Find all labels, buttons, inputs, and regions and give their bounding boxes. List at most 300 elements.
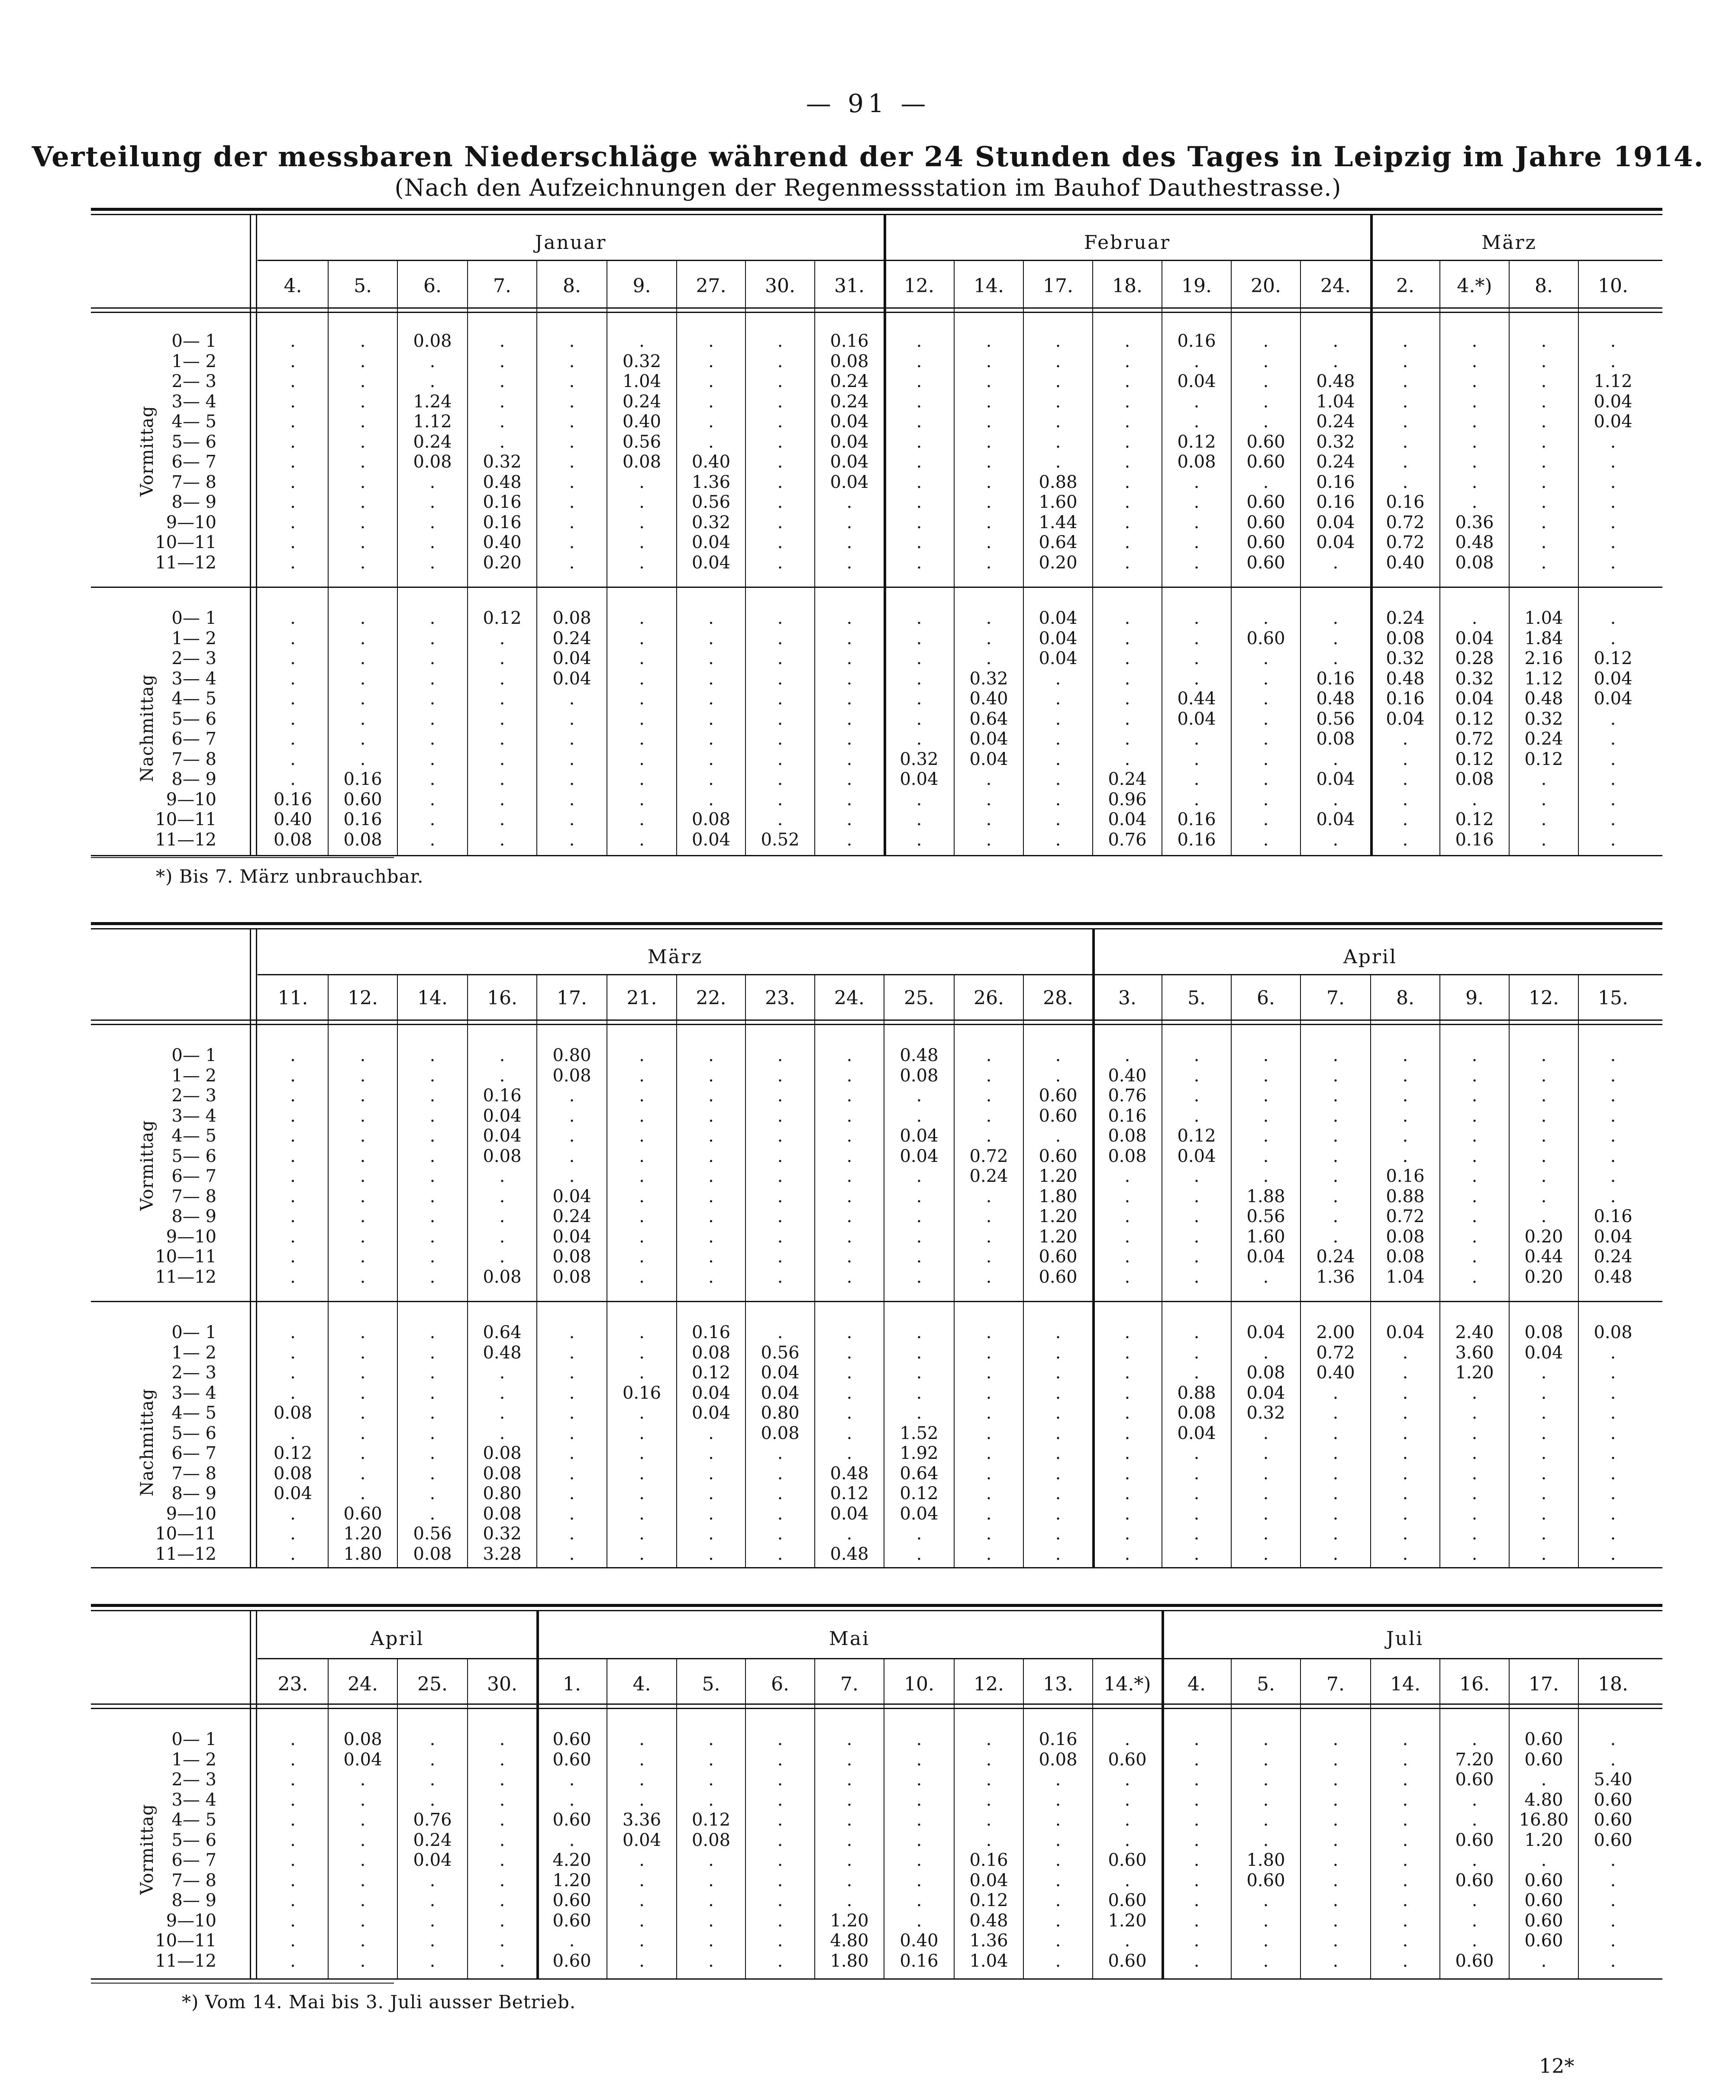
data-cell: 1.04 <box>622 371 661 391</box>
data-cell: . <box>639 1524 645 1544</box>
day-header: 6. <box>423 275 442 297</box>
data-cell: . <box>1471 351 1478 371</box>
data-cell: . <box>1194 1770 1200 1790</box>
data-cell: . <box>1055 789 1061 810</box>
data-cell: . <box>777 1206 783 1226</box>
data-cell: . <box>916 1870 922 1890</box>
data-cell: . <box>1194 1166 1200 1186</box>
data-cell: 0.60 <box>1455 1770 1494 1790</box>
data-cell: . <box>1402 769 1408 789</box>
data-cell: . <box>986 1443 992 1463</box>
data-cell: . <box>777 648 783 668</box>
hour-label: 0— 1 <box>171 1323 216 1342</box>
data-cell: . <box>708 648 714 668</box>
month-header: Januar <box>535 232 607 254</box>
data-cell: . <box>1333 1810 1339 1830</box>
day-header: 14. <box>974 275 1004 297</box>
data-cell: 0.64 <box>483 1323 522 1342</box>
data-cell: 0.04 <box>483 1126 522 1146</box>
data-cell: 0.56 <box>1316 709 1355 729</box>
section-label: Vormittag <box>137 406 157 497</box>
data-cell: . <box>1402 1729 1408 1749</box>
data-cell: 1.84 <box>1524 628 1563 648</box>
data-cell: . <box>1610 829 1616 850</box>
data-cell: . <box>1471 1086 1478 1106</box>
data-cell: . <box>429 472 436 492</box>
data-cell: . <box>846 789 852 810</box>
data-cell: . <box>569 331 575 351</box>
data-cell: 0.04 <box>1246 1323 1285 1342</box>
data-cell: . <box>429 769 436 789</box>
data-cell: . <box>1541 789 1547 810</box>
data-cell: . <box>569 1790 575 1810</box>
data-cell: 0.04 <box>343 1749 382 1770</box>
data-cell: 0.04 <box>1246 1383 1285 1403</box>
data-cell: . <box>1471 1383 1478 1403</box>
data-cell: 0.16 <box>1177 829 1216 850</box>
data-cell: . <box>916 1729 922 1749</box>
data-cell: . <box>916 1890 922 1910</box>
data-cell: . <box>499 1951 505 1971</box>
data-cell: . <box>569 452 575 472</box>
data-cell: . <box>1263 709 1269 729</box>
day-header: 9. <box>632 275 651 297</box>
data-cell: . <box>1194 412 1200 432</box>
data-cell: 4.80 <box>1524 1790 1563 1810</box>
day-header: 6. <box>771 1673 789 1695</box>
data-cell: . <box>1471 1206 1478 1226</box>
data-cell: 0.04 <box>552 648 591 668</box>
hour-label: 0— 1 <box>171 1045 216 1065</box>
data-cell: . <box>1610 1524 1616 1544</box>
data-cell: . <box>1541 1524 1547 1544</box>
data-cell: 1.20 <box>1455 1363 1494 1383</box>
data-cell: . <box>290 648 296 668</box>
data-cell: . <box>777 371 783 391</box>
data-cell: . <box>1194 608 1200 628</box>
data-cell: . <box>1610 1749 1616 1770</box>
data-cell: 0.60 <box>1594 1830 1633 1850</box>
data-cell: . <box>1055 709 1061 729</box>
data-cell: . <box>639 1247 645 1267</box>
data-cell: . <box>708 1106 714 1126</box>
data-cell: . <box>360 1770 366 1790</box>
data-cell: . <box>1541 512 1547 532</box>
hour-label: 9—10 <box>166 1503 216 1524</box>
data-cell: . <box>916 1749 922 1770</box>
data-cell: . <box>569 1503 575 1524</box>
hour-label: 11—12 <box>155 1951 216 1971</box>
data-cell: . <box>360 1045 366 1065</box>
data-cell: . <box>1124 472 1130 492</box>
data-cell: . <box>846 1443 852 1463</box>
data-cell: . <box>777 1146 783 1166</box>
data-cell: . <box>499 709 505 729</box>
data-cell: . <box>986 1383 992 1403</box>
data-cell: . <box>1610 1166 1616 1186</box>
data-cell: . <box>986 1226 992 1247</box>
data-cell: . <box>499 1423 505 1443</box>
data-cell: . <box>1610 1342 1616 1363</box>
day-header: 5. <box>354 275 372 297</box>
data-cell: . <box>1124 628 1130 648</box>
data-cell: . <box>1124 1363 1130 1383</box>
data-cell: . <box>1610 1890 1616 1910</box>
section-label: Vormittag <box>137 1804 157 1895</box>
data-cell: 0.08 <box>273 1403 313 1423</box>
table-left-rule <box>250 215 251 855</box>
header-bottom-rule <box>91 1703 1662 1705</box>
data-cell: . <box>846 1749 852 1770</box>
data-cell: . <box>290 608 296 628</box>
data-cell: . <box>360 1830 366 1850</box>
data-cell: 0.12 <box>1455 749 1494 769</box>
data-cell: . <box>1263 1423 1269 1443</box>
data-cell: 0.32 <box>1246 1403 1285 1423</box>
data-cell: . <box>1402 749 1408 769</box>
data-cell: . <box>290 1226 296 1247</box>
data-cell: . <box>290 628 296 648</box>
data-cell: 0.64 <box>969 709 1008 729</box>
data-cell: . <box>777 668 783 689</box>
data-cell: 0.04 <box>969 749 1008 769</box>
data-cell: . <box>569 1830 575 1850</box>
data-cell: . <box>569 492 575 512</box>
hour-label: 8— 9 <box>171 769 216 789</box>
data-cell: 0.08 <box>273 829 313 850</box>
data-cell: . <box>639 1126 645 1146</box>
data-cell: . <box>360 492 366 512</box>
data-cell: . <box>1471 1544 1478 1564</box>
data-cell: . <box>639 689 645 709</box>
data-cell: . <box>429 1729 436 1749</box>
data-cell: . <box>846 1890 852 1910</box>
data-cell: 1.12 <box>1594 371 1633 391</box>
day-header: 22. <box>696 987 726 1009</box>
day-header: 17. <box>557 987 587 1009</box>
data-cell: 0.52 <box>761 829 800 850</box>
hour-label: 7— 8 <box>171 749 216 769</box>
data-cell: 1.04 <box>1524 608 1563 628</box>
data-cell: . <box>777 432 783 452</box>
data-cell: 0.04 <box>552 1226 591 1247</box>
data-cell: . <box>360 1383 366 1403</box>
data-cell: . <box>1263 1086 1269 1106</box>
data-cell: 0.16 <box>1316 668 1355 689</box>
data-cell: . <box>499 1770 505 1790</box>
data-cell: 0.40 <box>273 810 313 829</box>
data-cell: . <box>569 709 575 729</box>
data-cell: . <box>1541 829 1547 850</box>
hour-label: 2— 3 <box>171 648 216 668</box>
data-cell: 0.12 <box>691 1810 731 1830</box>
data-cell: . <box>639 1910 645 1931</box>
data-cell: 1.36 <box>969 1931 1008 1951</box>
hour-label: 6— 7 <box>171 1443 216 1463</box>
data-cell: 0.60 <box>552 1890 591 1910</box>
data-cell: 0.88 <box>1177 1383 1216 1403</box>
data-cell: . <box>986 1247 992 1267</box>
data-cell: . <box>429 1383 436 1403</box>
data-cell: . <box>846 1126 852 1146</box>
data-cell: . <box>360 512 366 532</box>
data-cell: . <box>429 1267 436 1287</box>
data-cell: . <box>429 1770 436 1790</box>
table-bottom-rule <box>91 1978 1662 1980</box>
data-cell: . <box>1124 452 1130 472</box>
data-cell: . <box>1610 532 1616 552</box>
data-cell: . <box>290 1910 296 1931</box>
data-cell: . <box>360 1443 366 1463</box>
data-cell: 0.60 <box>1594 1790 1633 1810</box>
data-cell: . <box>569 789 575 810</box>
data-cell: . <box>290 1770 296 1790</box>
data-cell: . <box>777 689 783 709</box>
data-cell: . <box>1055 689 1061 709</box>
data-cell: . <box>846 1870 852 1890</box>
data-cell: . <box>1541 532 1547 552</box>
data-cell: . <box>569 1544 575 1564</box>
data-cell: . <box>916 532 922 552</box>
data-cell: . <box>1055 1363 1061 1383</box>
data-cell: . <box>360 1206 366 1226</box>
hour-label: 0— 1 <box>171 1729 216 1749</box>
data-cell: . <box>916 729 922 749</box>
hour-label: 7— 8 <box>171 1186 216 1206</box>
data-cell: . <box>290 1065 296 1086</box>
data-cell: . <box>290 1267 296 1287</box>
data-cell: . <box>569 1443 575 1463</box>
data-cell: . <box>1263 1106 1269 1126</box>
data-cell: . <box>1194 1810 1200 1830</box>
day-header: 24. <box>834 987 865 1009</box>
data-cell: . <box>1471 331 1478 351</box>
day-header: 10. <box>904 1673 934 1695</box>
data-cell: . <box>429 648 436 668</box>
data-cell: 0.96 <box>1108 789 1147 810</box>
data-cell: 0.80 <box>552 1045 591 1065</box>
data-cell: . <box>777 1463 783 1484</box>
data-cell: 0.60 <box>1039 1247 1078 1267</box>
data-cell: 0.04 <box>691 1383 731 1403</box>
data-cell: 0.72 <box>1386 532 1425 552</box>
data-cell: . <box>1263 729 1269 749</box>
data-cell: . <box>290 1850 296 1870</box>
data-cell: . <box>639 1484 645 1503</box>
data-cell: 0.16 <box>1455 829 1494 850</box>
day-header: 7. <box>1326 987 1345 1009</box>
data-cell: 1.36 <box>691 472 731 492</box>
data-cell: . <box>1333 1443 1339 1463</box>
data-cell: . <box>1402 789 1408 810</box>
data-cell: . <box>777 810 783 829</box>
data-cell: . <box>499 1790 505 1810</box>
page-number: — 91 — <box>806 89 930 118</box>
data-cell: . <box>499 749 505 769</box>
data-cell: . <box>916 789 922 810</box>
data-cell: 0.08 <box>691 1830 731 1850</box>
data-cell: . <box>1402 1810 1408 1830</box>
data-cell: 0.60 <box>1524 1890 1563 1910</box>
data-cell: . <box>916 452 922 472</box>
data-cell: 0.60 <box>1108 1890 1147 1910</box>
data-cell: . <box>360 432 366 452</box>
data-cell: 0.08 <box>273 1463 313 1484</box>
data-cell: . <box>639 492 645 512</box>
data-cell: . <box>429 1045 436 1065</box>
data-cell: . <box>1402 1383 1408 1403</box>
data-cell: 0.04 <box>1524 1342 1563 1363</box>
hour-label: 10—11 <box>155 532 216 552</box>
day-header: 10. <box>1598 275 1628 297</box>
data-cell: . <box>639 1363 645 1383</box>
data-cell: . <box>1124 1247 1130 1267</box>
hour-label: 9—10 <box>166 1910 216 1931</box>
data-cell: . <box>986 1267 992 1287</box>
data-cell: 0.36 <box>1455 512 1494 532</box>
data-cell: . <box>1194 512 1200 532</box>
data-cell: . <box>708 1503 714 1524</box>
data-cell: 0.16 <box>622 1383 661 1403</box>
hour-label: 2— 3 <box>171 371 216 391</box>
data-cell: . <box>499 1910 505 1931</box>
footnote: *) Vom 14. Mai bis 3. Juli ausser Betrieb. <box>182 1991 576 2013</box>
data-cell: . <box>986 1126 992 1146</box>
data-cell: . <box>916 351 922 371</box>
data-cell: 0.08 <box>1039 1749 1078 1770</box>
data-cell: 0.04 <box>413 1850 452 1870</box>
data-cell: . <box>1124 1524 1130 1544</box>
data-cell: . <box>986 1503 992 1524</box>
data-cell: . <box>569 552 575 573</box>
data-cell: . <box>1610 1126 1616 1146</box>
data-cell: . <box>1263 1749 1269 1770</box>
data-cell: . <box>986 412 992 432</box>
data-cell: . <box>1333 1065 1339 1086</box>
data-cell: 0.04 <box>691 829 731 850</box>
day-header: 20. <box>1251 275 1281 297</box>
data-cell: . <box>1124 532 1130 552</box>
data-cell: . <box>846 628 852 648</box>
data-cell: . <box>986 648 992 668</box>
data-cell: . <box>777 492 783 512</box>
data-cell: . <box>1471 1106 1478 1126</box>
data-cell: 0.04 <box>1039 628 1078 648</box>
data-cell: . <box>569 1086 575 1106</box>
data-cell: 0.48 <box>969 1910 1008 1931</box>
data-cell: . <box>290 1342 296 1363</box>
data-cell: 0.32 <box>1386 648 1425 668</box>
data-cell: . <box>1610 552 1616 573</box>
data-cell: 0.48 <box>483 472 522 492</box>
data-cell: . <box>1610 1850 1616 1870</box>
data-cell: . <box>1471 1186 1478 1206</box>
data-cell: . <box>1124 1383 1130 1403</box>
data-cell: . <box>1194 492 1200 512</box>
data-cell: . <box>1402 729 1408 749</box>
data-cell: . <box>986 769 992 789</box>
day-header: 18. <box>1112 275 1142 297</box>
data-cell: . <box>360 1086 366 1106</box>
data-cell: . <box>1333 829 1339 850</box>
day-header: 3. <box>1118 987 1136 1009</box>
data-cell: 0.08 <box>691 810 731 829</box>
data-cell: . <box>1541 1463 1547 1484</box>
data-cell: . <box>986 472 992 492</box>
data-cell: 0.04 <box>830 1503 869 1524</box>
data-cell: . <box>1402 371 1408 391</box>
data-cell: . <box>290 1166 296 1186</box>
data-cell: . <box>1610 709 1616 729</box>
day-header: 14.*) <box>1104 1673 1151 1695</box>
data-cell: . <box>846 608 852 628</box>
data-cell: . <box>1541 552 1547 573</box>
data-cell: . <box>1194 668 1200 689</box>
data-cell: . <box>916 1383 922 1403</box>
data-cell: . <box>846 1045 852 1065</box>
data-cell: 0.12 <box>1594 648 1633 668</box>
data-cell: . <box>1124 1503 1130 1524</box>
data-cell: . <box>777 789 783 810</box>
data-cell: . <box>360 1363 366 1383</box>
data-cell: . <box>1541 810 1547 829</box>
data-cell: . <box>1402 1890 1408 1910</box>
data-cell: 0.04 <box>830 432 869 452</box>
data-cell: . <box>1124 1403 1130 1423</box>
data-cell: . <box>1402 1544 1408 1564</box>
data-cell: . <box>916 1206 922 1226</box>
data-cell: 1.20 <box>1108 1910 1147 1931</box>
data-cell: . <box>1124 1166 1130 1186</box>
data-cell: . <box>708 749 714 769</box>
data-cell: 0.60 <box>1039 1106 1078 1126</box>
data-cell: . <box>1263 1267 1269 1287</box>
data-cell: . <box>1333 331 1339 351</box>
data-cell: . <box>639 1186 645 1206</box>
data-cell: . <box>708 709 714 729</box>
section-label: Nachmittag <box>137 1388 157 1497</box>
data-cell: . <box>916 371 922 391</box>
data-cell: 0.04 <box>1455 628 1494 648</box>
data-cell: . <box>708 1065 714 1086</box>
data-cell: . <box>290 1323 296 1342</box>
data-cell: . <box>846 810 852 829</box>
page-title: Verteilung der messbaren Niederschläge während der 24 Stunden des Tages in Leipzig im Jahre 1914. <box>32 141 1704 173</box>
data-cell: . <box>1124 1267 1130 1287</box>
data-cell: . <box>1055 810 1061 829</box>
table-bottom-rule <box>91 1567 1662 1568</box>
data-cell: 0.72 <box>969 1146 1008 1166</box>
data-cell: . <box>1402 1524 1408 1544</box>
data-cell: . <box>986 452 992 472</box>
data-cell: 0.16 <box>273 789 313 810</box>
data-cell: . <box>429 1890 436 1910</box>
data-cell: . <box>360 1267 366 1287</box>
data-cell: 0.04 <box>900 1126 939 1146</box>
data-cell: . <box>1263 1810 1269 1830</box>
data-cell: . <box>1333 1106 1339 1126</box>
data-cell: 0.16 <box>343 810 382 829</box>
data-cell: 0.24 <box>552 628 591 648</box>
day-header: 4. <box>284 275 302 297</box>
data-cell: . <box>777 749 783 769</box>
day-header: 26. <box>974 987 1004 1009</box>
data-cell: . <box>1610 432 1616 452</box>
data-cell: . <box>1333 351 1339 371</box>
data-cell: 0.48 <box>1316 689 1355 709</box>
data-cell: . <box>360 1166 366 1186</box>
data-cell: . <box>290 1146 296 1166</box>
